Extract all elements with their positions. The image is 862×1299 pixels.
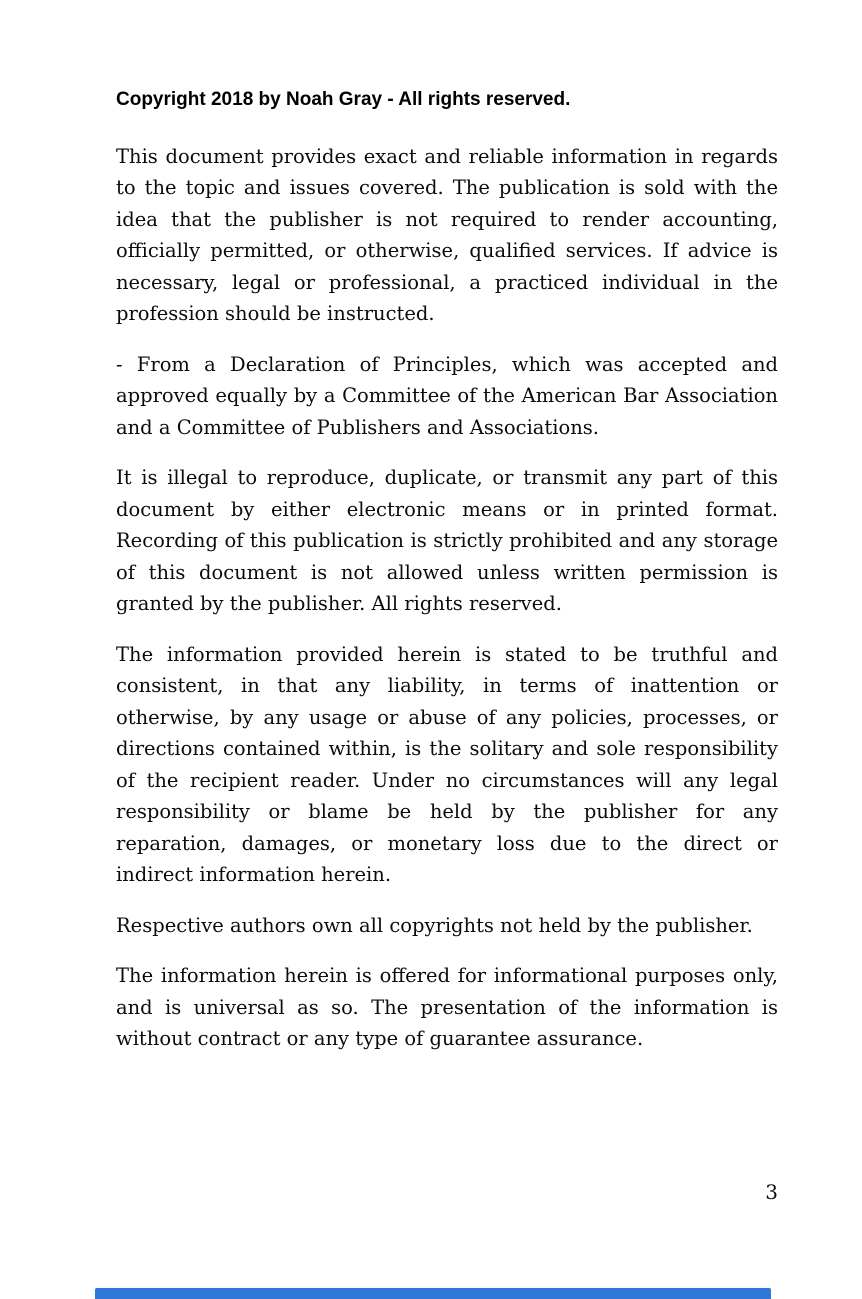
paragraph-copyright-ownership: Respective authors own all copyrights not held by the publisher.	[116, 913, 753, 937]
paragraph-liability: The information provided herein is stated to be truthful and consistent, in that any liability, in terms of inattention or otherwise, by any usage or abuse of any policies, processes, or directions contained within, is the solitary and sole responsibility of the recipient reader. Under no circumstances will any legal responsibility or blame be held by the publisher for any reparation, damages, or monetary loss due to the direct or indirect information herein.	[116, 642, 778, 887]
bottom-accent-bar	[95, 1288, 771, 1299]
page-content	[116, 88, 778, 1074]
paragraph-informational-purposes: The information herein is offered for informational purposes only, and is universal as so. The presentation of the information is without contract or any type of guarantee assurance.	[116, 964, 778, 1051]
paragraph-declaration: - From a Declaration of Principles, which was accepted and approved equally by a Committee of the American Bar Association and a Committee of Publishers and Associations.	[116, 352, 778, 439]
page-number: 3	[765, 1180, 778, 1204]
paragraph-disclaimer: This document provides exact and reliable information in regards to the topic and issues covered. The publication is sold with the idea that the publisher is not required to render accounting, officially permitted, or otherwise, qualified services. If advice is necessary, legal or professional, a practiced individual in the profession should be instructed.	[116, 144, 778, 326]
paragraph-illegal-reproduction: It is illegal to reproduce, duplicate, or transmit any part of this document by either electronic means or in printed format. Recording of this publication is strictly prohibited and any storage of this document is not allowed unless written permission is granted by the publisher. All rights reserved.	[116, 466, 778, 616]
copyright-heading: Copyright 2018 by Noah Gray - All rights reserved.	[116, 89, 571, 110]
